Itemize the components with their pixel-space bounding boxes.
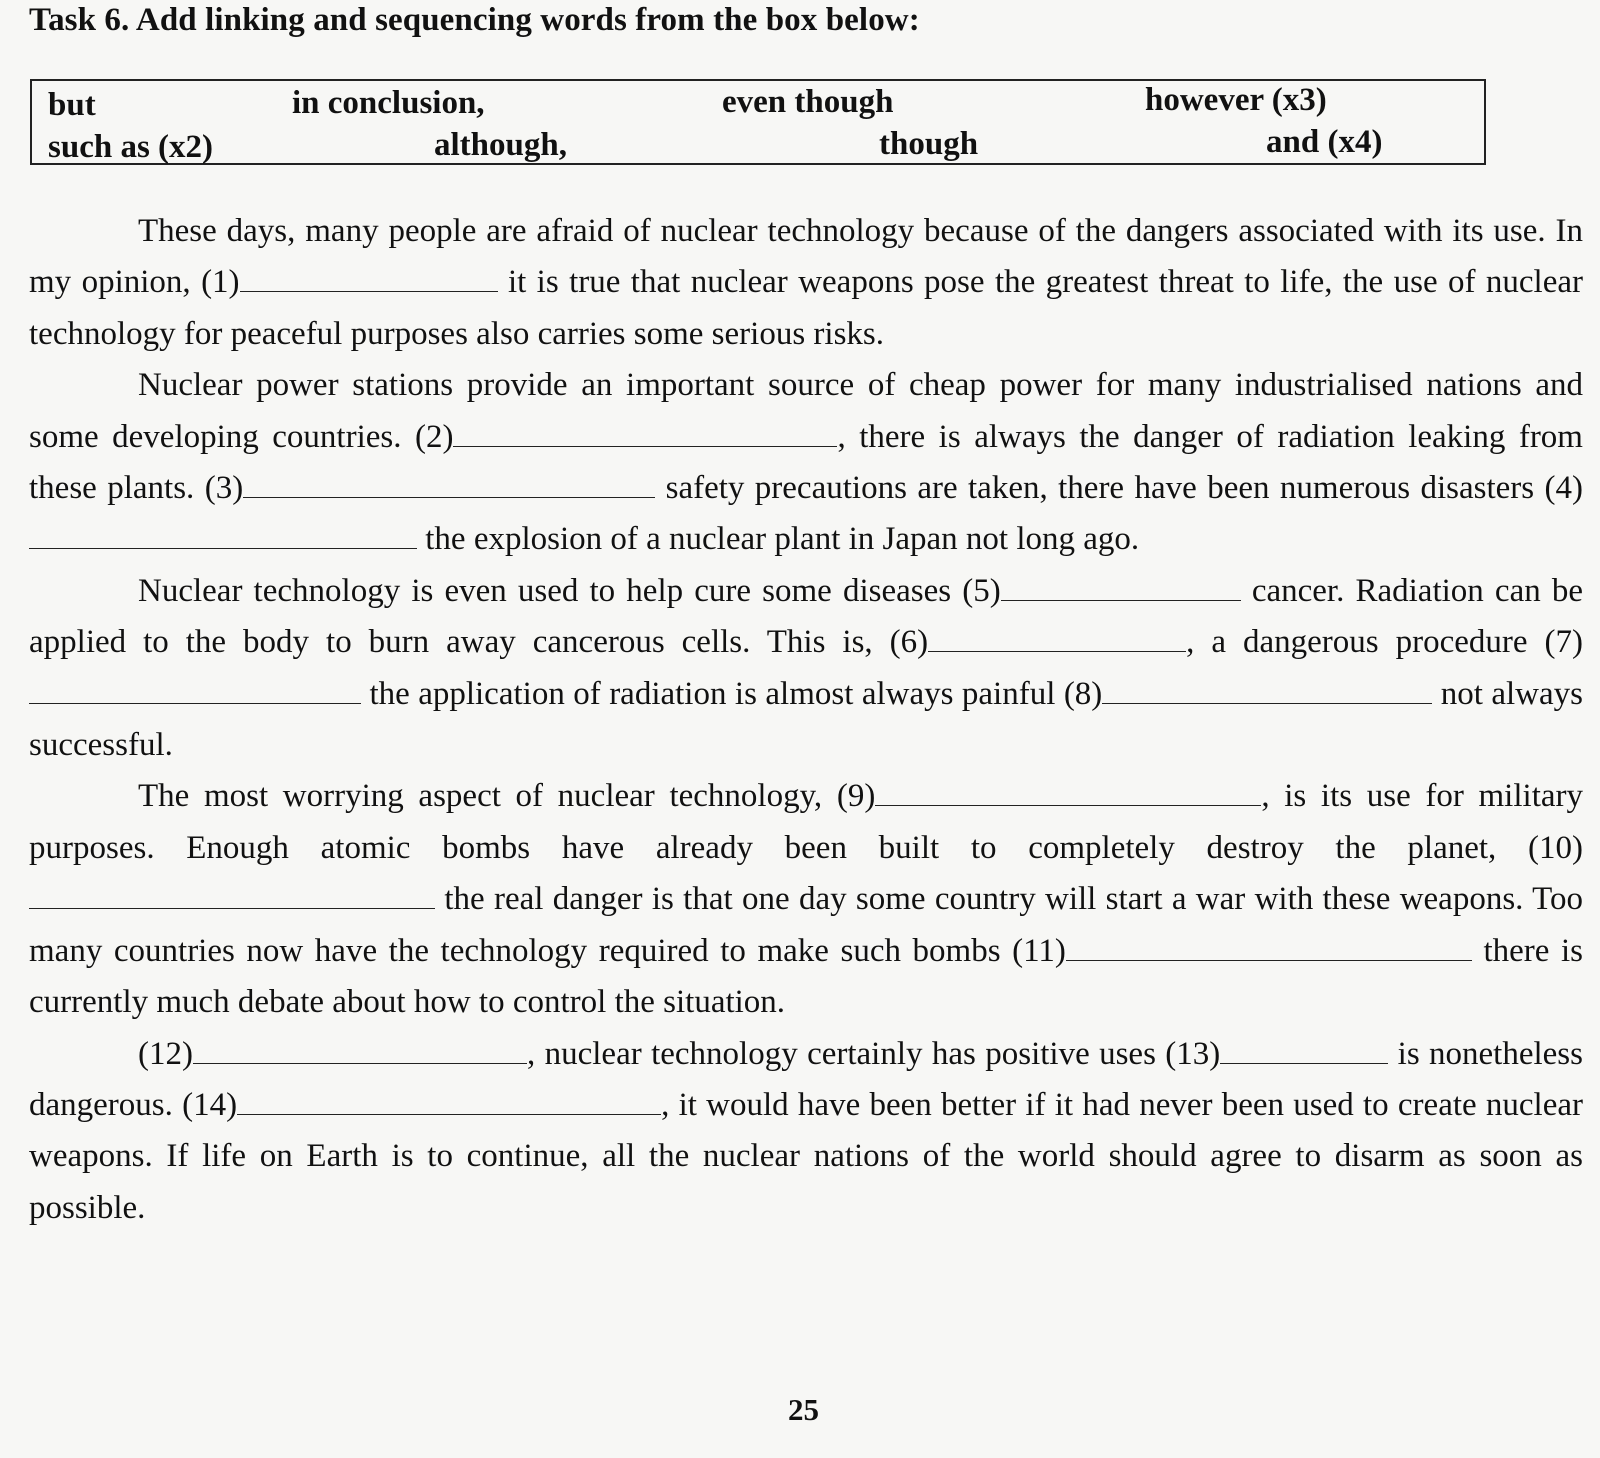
gap-number: (13) (1165, 1035, 1221, 1072)
word-box (30, 79, 1486, 165)
text-segment: safety precautions are taken, there have been numerous disasters (655, 470, 1545, 507)
answer-blank-11[interactable] (1066, 932, 1472, 961)
text-segment: the real danger is that one day some country will start a war with these weapons. Too many countries now have the technology required to make such bombs (29, 881, 1583, 969)
answer-blank-13[interactable] (1220, 1035, 1388, 1064)
gap-number: (2) (415, 418, 454, 455)
answer-blank-2[interactable] (453, 418, 837, 447)
gap-number: (11) (1012, 932, 1066, 969)
text-segment: The most worrying aspect of nuclear technology, (138, 778, 837, 815)
paragraph-4 (29, 771, 1583, 1028)
answer-blank-6[interactable] (928, 623, 1186, 652)
word-box-item: in conclusion, (292, 85, 485, 121)
gap-number: (8) (1063, 675, 1103, 712)
answer-blank-4[interactable] (29, 520, 417, 549)
gap-number: (10) (1528, 829, 1583, 866)
answer-blank-10[interactable] (29, 880, 435, 909)
text-segment: , a dangerous procedure (1186, 624, 1545, 661)
answer-blank-5[interactable] (1001, 572, 1241, 601)
answer-blank-14[interactable] (237, 1086, 661, 1115)
gap-number: (3) (204, 470, 244, 507)
word-box-item: such as (x2) (48, 129, 214, 165)
gap-number: (1) (201, 264, 240, 301)
word-box-item: but (48, 87, 96, 123)
answer-blank-9[interactable] (875, 777, 1261, 806)
exercise-text (29, 206, 1583, 1234)
gap-number: (9) (836, 778, 876, 815)
word-box-item: though (879, 126, 979, 162)
task-title: Task 6. Add linking and sequencing words from the box below: (29, 2, 920, 38)
text-segment: not always successful. (29, 675, 1583, 764)
word-box-item: even though (722, 84, 894, 120)
paragraph-1 (29, 206, 1583, 360)
gap-number: (7) (1544, 624, 1583, 661)
word-box-item: however (x3) (1145, 82, 1327, 118)
text-segment: the explosion of a nuclear plant in Japan not long ago. (417, 521, 1140, 558)
text-segment: , it would have been better if it had never been used to create nuclear weapons. If life on Earth is to continue, all the nuclear nations of the world should agree to disarm as soon as possible. (29, 1086, 1583, 1226)
answer-blank-8[interactable] (1102, 675, 1432, 704)
paragraph-2 (29, 360, 1583, 566)
gap-number: (4) (1544, 470, 1583, 507)
text-segment: cancer. Radiation can be applied to the body to burn away cancerous cells. This is, (29, 572, 1583, 661)
page-number: 25 (788, 1392, 819, 1427)
text-segment: , there is always the danger of radiation leaking from these plants. (29, 418, 1583, 507)
text-segment: the application of radiation is almost always painful (361, 675, 1064, 712)
word-box-item: and (x4) (1266, 124, 1383, 160)
text-segment: , nuclear technology certainly has positive uses (526, 1035, 1166, 1072)
paragraph-3 (29, 566, 1583, 772)
gap-number: (14) (182, 1086, 238, 1123)
text-segment: Nuclear power stations provide an important source of cheap power for many industrialised nations and some developing countries. (29, 367, 1583, 455)
gap-number: (6) (889, 624, 929, 661)
answer-blank-12[interactable] (193, 1035, 527, 1064)
gap-number: (5) (962, 572, 1001, 609)
answer-blank-1[interactable] (240, 263, 498, 292)
text-segment: it is true that nuclear weapons pose the greatest threat to life, the use of nuclear technology for peaceful purposes also carries some serious risks. (29, 264, 1583, 352)
word-box-item: although, (434, 127, 567, 163)
text-segment: there is currently much debate about how to control the situation. (29, 932, 1583, 1021)
text-segment: These days, many people are afraid of nuclear technology because of the dangers associated with its use. In my opinion, (29, 213, 1583, 301)
answer-blank-3[interactable] (243, 469, 655, 498)
paragraph-5 (29, 1029, 1583, 1235)
answer-blank-7[interactable] (29, 675, 361, 704)
text-segment: , is its use for military purposes. Enough atomic bombs have already been built to completely destroy the planet, (29, 778, 1583, 866)
text-segment: is nonetheless dangerous. (29, 1035, 1583, 1123)
text-segment: Nuclear technology is even used to help cure some diseases (138, 572, 963, 609)
gap-number: (12) (138, 1035, 193, 1072)
